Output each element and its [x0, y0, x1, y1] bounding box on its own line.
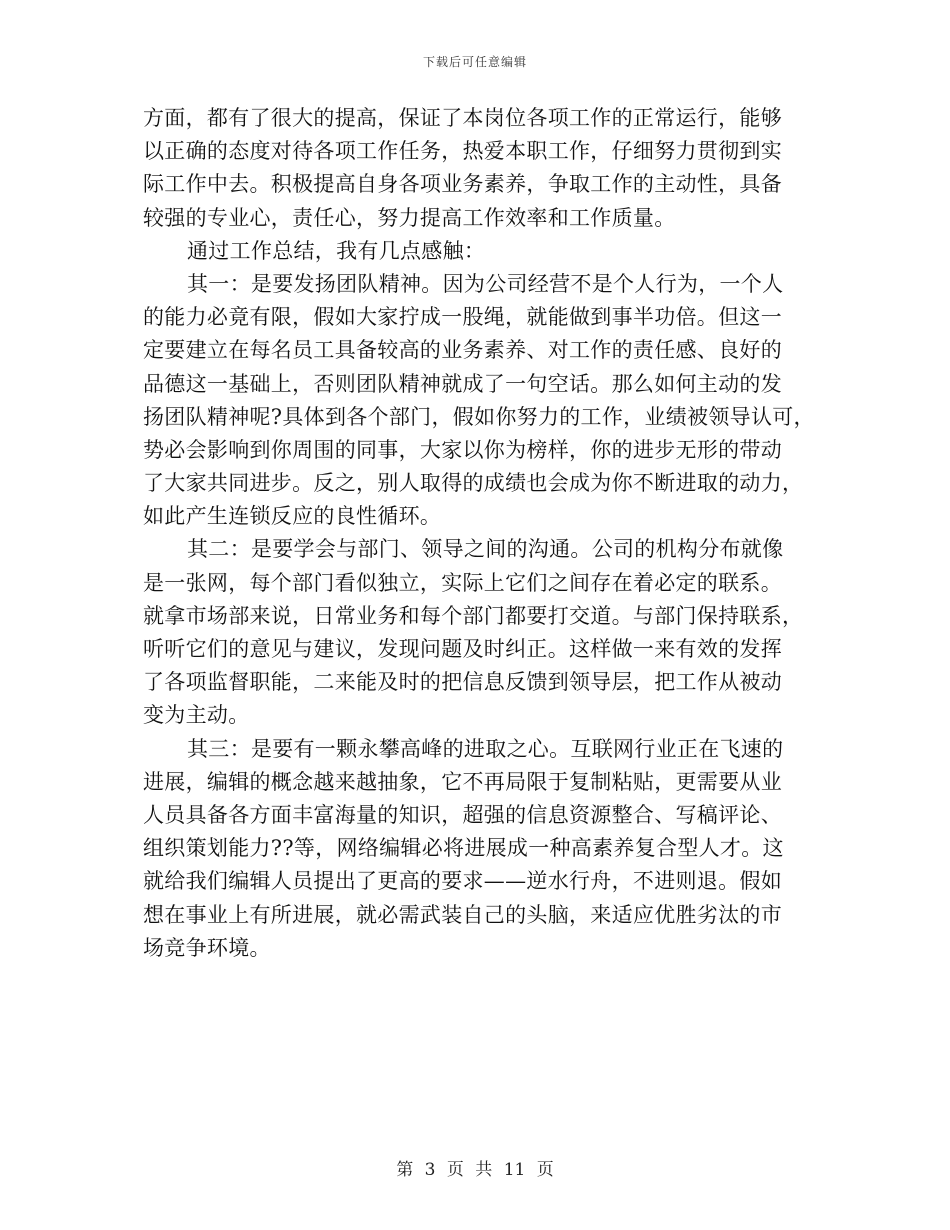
- text-line: 通过工作总结，我有几点感触：: [187, 238, 486, 263]
- text-line: 以正确的态度对待各项工作任务，热爱本职工作，仔细努力贯彻到实: [143, 139, 782, 164]
- text-line: 变为主动。: [143, 703, 250, 728]
- text-line: 其三：是要有一颗永攀高峰的进取之心。互联网行业正在飞速的: [187, 736, 784, 761]
- text-line: 其二：是要学会与部门、领导之间的沟通。公司的机构分布就像: [187, 537, 784, 562]
- text-line: 品德这一基础上，否则团队精神就成了一句空话。那么如何主动的发: [143, 371, 782, 396]
- text-line: 就给我们编辑人员提出了更高的要求——逆水行舟，不进则退。假如: [143, 869, 782, 894]
- page-number: 第 3 页 共 11 页: [396, 1160, 554, 1180]
- text-line: 想在事业上有所进展，就必需武装自己的头脑，来适应优胜劣汰的市: [143, 902, 782, 927]
- text-line: 较强的专业心，责任心，努力提高工作效率和工作质量。: [143, 205, 676, 230]
- text-line: 扬团队精神呢?具体到各个部门，假如你努力的工作，业绩被领导认可，: [143, 404, 815, 429]
- text-line: 方面，都有了很大的提高，保证了本岗位各项工作的正常运行，能够: [143, 106, 782, 130]
- text-line: 是一张网，每个部门看似独立，实际上它们之间存在着必定的联系。: [143, 570, 782, 595]
- text-line: 组织策划能力??等，网络编辑必将进展成一种高素养复合型人才。这: [143, 836, 784, 861]
- page-header: 下载后可任意编辑: [422, 55, 527, 69]
- text-line: 的能力必竟有限，假如大家拧成一股绳，就能做到事半功倍。但这一: [143, 305, 782, 330]
- text-line: 定要建立在每名员工具备较高的业务素养、对工作的责任感、良好的: [143, 338, 782, 363]
- text-line: 就拿市场部来说，日常业务和每个部门都要打交道。与部门保持联系，: [143, 603, 804, 628]
- text-line: 如此产生连锁反应的良性循环。: [143, 504, 442, 529]
- document-body: [143, 102, 815, 965]
- text-line: 其一：是要发扬团队精神。因为公司经营不是个人行为，一个人: [187, 271, 784, 296]
- text-line: 听听它们的意见与建议，发现问题及时纠正。这样做一来有效的发挥: [143, 637, 782, 661]
- text-line: 场竞争环境。: [143, 935, 271, 960]
- text-line: 了各项监督职能，二来能及时的把信息反馈到领导层，把工作从被动: [143, 670, 782, 695]
- text-line: 了大家共同进步。反之，别人取得的成绩也会成为你不断进取的动力，: [143, 471, 804, 496]
- text-line: 际工作中去。积极提高自身各项业务素养，争取工作的主动性，具备: [143, 172, 782, 197]
- text-line: 进展，编辑的概念越来越抽象，它不再局限于复制粘贴，更需要从业: [143, 769, 782, 794]
- text-line: 势必会影响到你周围的同事，大家以你为榜样，你的进步无形的带动: [143, 437, 782, 462]
- text-line: 人员具备各方面丰富海量的知识，超强的信息资源整合、写稿评论、: [143, 802, 782, 827]
